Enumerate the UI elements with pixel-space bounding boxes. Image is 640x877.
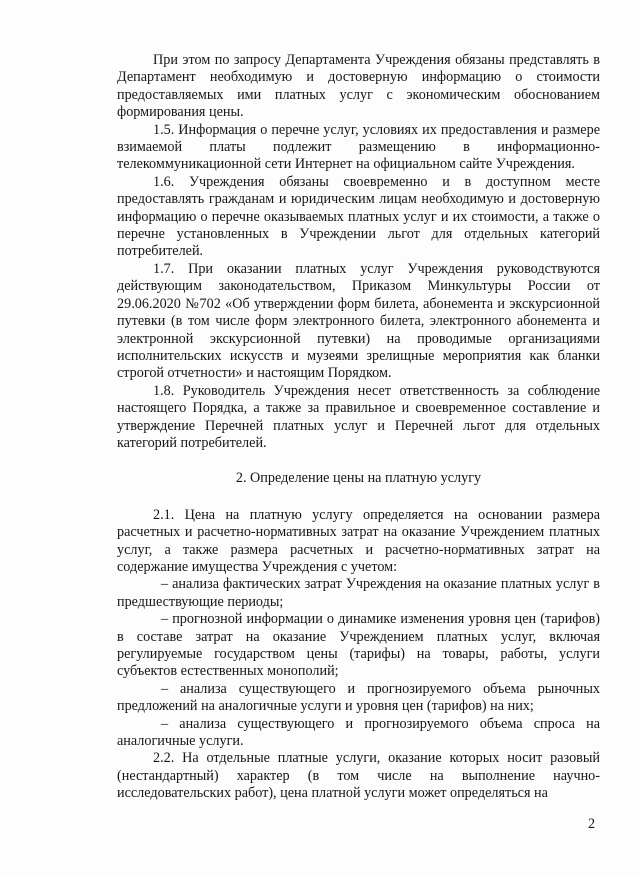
document-body	[117, 52, 600, 803]
list-item: – анализа существующего и прогнозируемого объема рыночных предложений на аналогичные услуги и уровня цен (тарифов) на них;	[117, 680, 600, 715]
page-number: 2	[588, 816, 596, 832]
list-item: – анализа фактических затрат Учреждения на оказание платных услуг в предшествующие периоды;	[117, 576, 600, 610]
paragraph-department-info: При этом по запросу Департамента Учреждения обязаны представлять в Департамент необходимую и достоверную информацию о стоимости предоставляемых ими платных услуг с экономическим обоснованием формирования цены.	[117, 52, 600, 121]
list-item: – прогнозной информации о динамике изменения уровня цен (тарифов) в составе затрат на оказание Учреждением платных услуг, включая регулируемые государством цены (тарифы) на товары, работы, услуги субъектов естественных монополий;	[117, 611, 600, 680]
paragraph-1-6: 1.6. Учреждения обязаны своевременно и в доступном месте предоставлять гражданам и юридическим лицам необходимую и достоверную информацию о перечне оказываемых платных услуг и их стоимости, а также о перечне установленных в Учреждении льгот для отдельных категорий потребителей.	[117, 173, 600, 260]
list-item: – анализа существующего и прогнозируемого объема спроса на аналогичные услуги.	[117, 715, 600, 750]
paragraph-1-5: 1.5. Информация о перечне услуг, условиях их предоставления и размере взимаемой платы подлежит размещению в информационно-телекоммуникационной сети Интернет на официальном сайте Учреждения.	[117, 121, 600, 173]
paragraph-2-1: 2.1. Цена на платную услугу определяется на основании размера расчетных и расчетно-нормативных затрат на оказание Учреждением платных услуг, а также размера расчетных и расчетно-нормативных затрат на содержание имущества Учреждения с учетом:	[117, 506, 600, 575]
section-heading: 2. Определение цены на платную услугу	[235, 470, 482, 487]
paragraph-1-7: 1.7. При оказании платных услуг Учреждения руководствуются действующим законодательством, Приказом Минкультуры России от 29.06.2020 №702 «Об утверждении форм билета, абонемента и экскурсионной путевки (в том числе форм электронного билета, электронного абонемента и электронной экскурсионной путевки) на проводимые организациями исполнительских искусств и музеями зрелищные мероприятия как бланки строгой отчетности» и настоящим Порядком.	[117, 260, 600, 382]
paragraph-1-8: 1.8. Руководитель Учреждения несет ответственность за соблюдение настоящего Порядка, а также за правильное и своевременное составление и утверждение Перечней платных услуг и Перечней льгот для отдельных категорий потребителей.	[117, 382, 600, 451]
paragraph-2-2: 2.2. На отдельные платные услуги, оказание которых носит разовый (нестандартный) характер (в том числе на выполнение научно-исследовательских работ), цена платной услуги может определяться на	[117, 750, 600, 802]
